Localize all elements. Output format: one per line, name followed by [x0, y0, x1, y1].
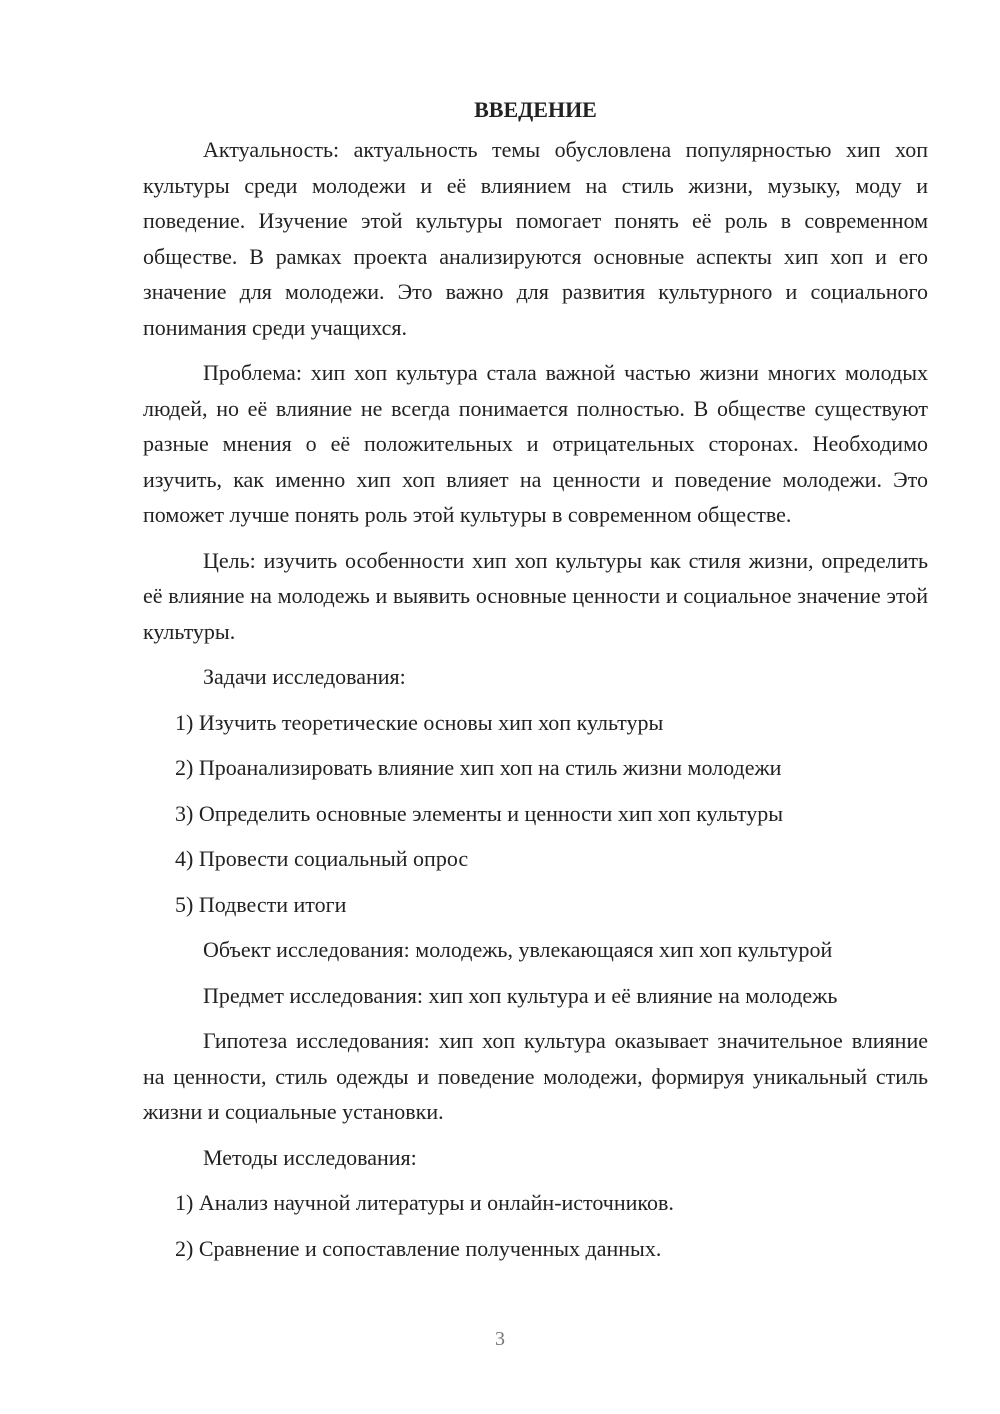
task-item: 3) Определить основные элементы и ценности хип хоп культуры [175, 800, 783, 826]
page-number: 3 [495, 1328, 505, 1350]
method-item: 1) Анализ научной литературы и онлайн-источников. [175, 1190, 674, 1215]
tasks-heading: Задачи исследования: [203, 664, 406, 689]
object-paragraph: Объект исследования: молодежь, увлекающаяся хип хоп культурой [203, 937, 833, 962]
methods-heading: Методы исследования: [203, 1144, 417, 1170]
page-content [143, 94, 928, 1276]
method-item: 2) Сравнение и сопоставление полученных данных. [175, 1235, 662, 1261]
task-item: 5) Подвести итоги [175, 891, 347, 917]
problem-paragraph: Проблема: хип хоп культура стала важной частью жизни многих молодых людей, но её влияние не всегда понимается полностью. В обществе существуют разные мнения о её положительных и отрицательных сторонах. Необходимо изучить, как именно хип хоп влияет на ценности и поведение молодежи. Это поможет лучше понять роль этой культуры в современном обществе. [143, 360, 928, 527]
goal-paragraph: Цель: изучить особенности хип хоп культуры как стиля жизни, определить её влияние на молодежь и выявить основные ценности и социальное значение этой культуры. [143, 547, 928, 644]
relevance-paragraph: Актуальность: актуальность темы обусловлена популярностью хип хоп культуры среди молодежи и её влиянием на стиль жизни, музыку, моду и поведение. Изучение этой культуры помогает понять её роль в современном обществе. В рамках проекта анализируются основные аспекты хип хоп и его значение для молодежи. Это важно для развития культурного и социального понимания среди учащихся. [143, 137, 928, 340]
hypothesis-paragraph: Гипотеза исследования: хип хоп культура оказывает значительное влияние на ценности, стиль одежды и поведение молодежи, формируя уникальный стиль жизни и социальные установки. [143, 1028, 928, 1124]
task-item: 4) Провести социальный опрос [175, 846, 469, 871]
task-item: 1) Изучить теоретические основы хип хоп культуры [175, 709, 664, 735]
page-title: ВВЕДЕНИЕ [474, 97, 597, 122]
task-item: 2) Проанализировать влияние хип хоп на стиль жизни молодежи [175, 755, 782, 780]
subject-paragraph: Предмет исследования: хип хоп культура и её влияние на молодежь [203, 982, 838, 1008]
